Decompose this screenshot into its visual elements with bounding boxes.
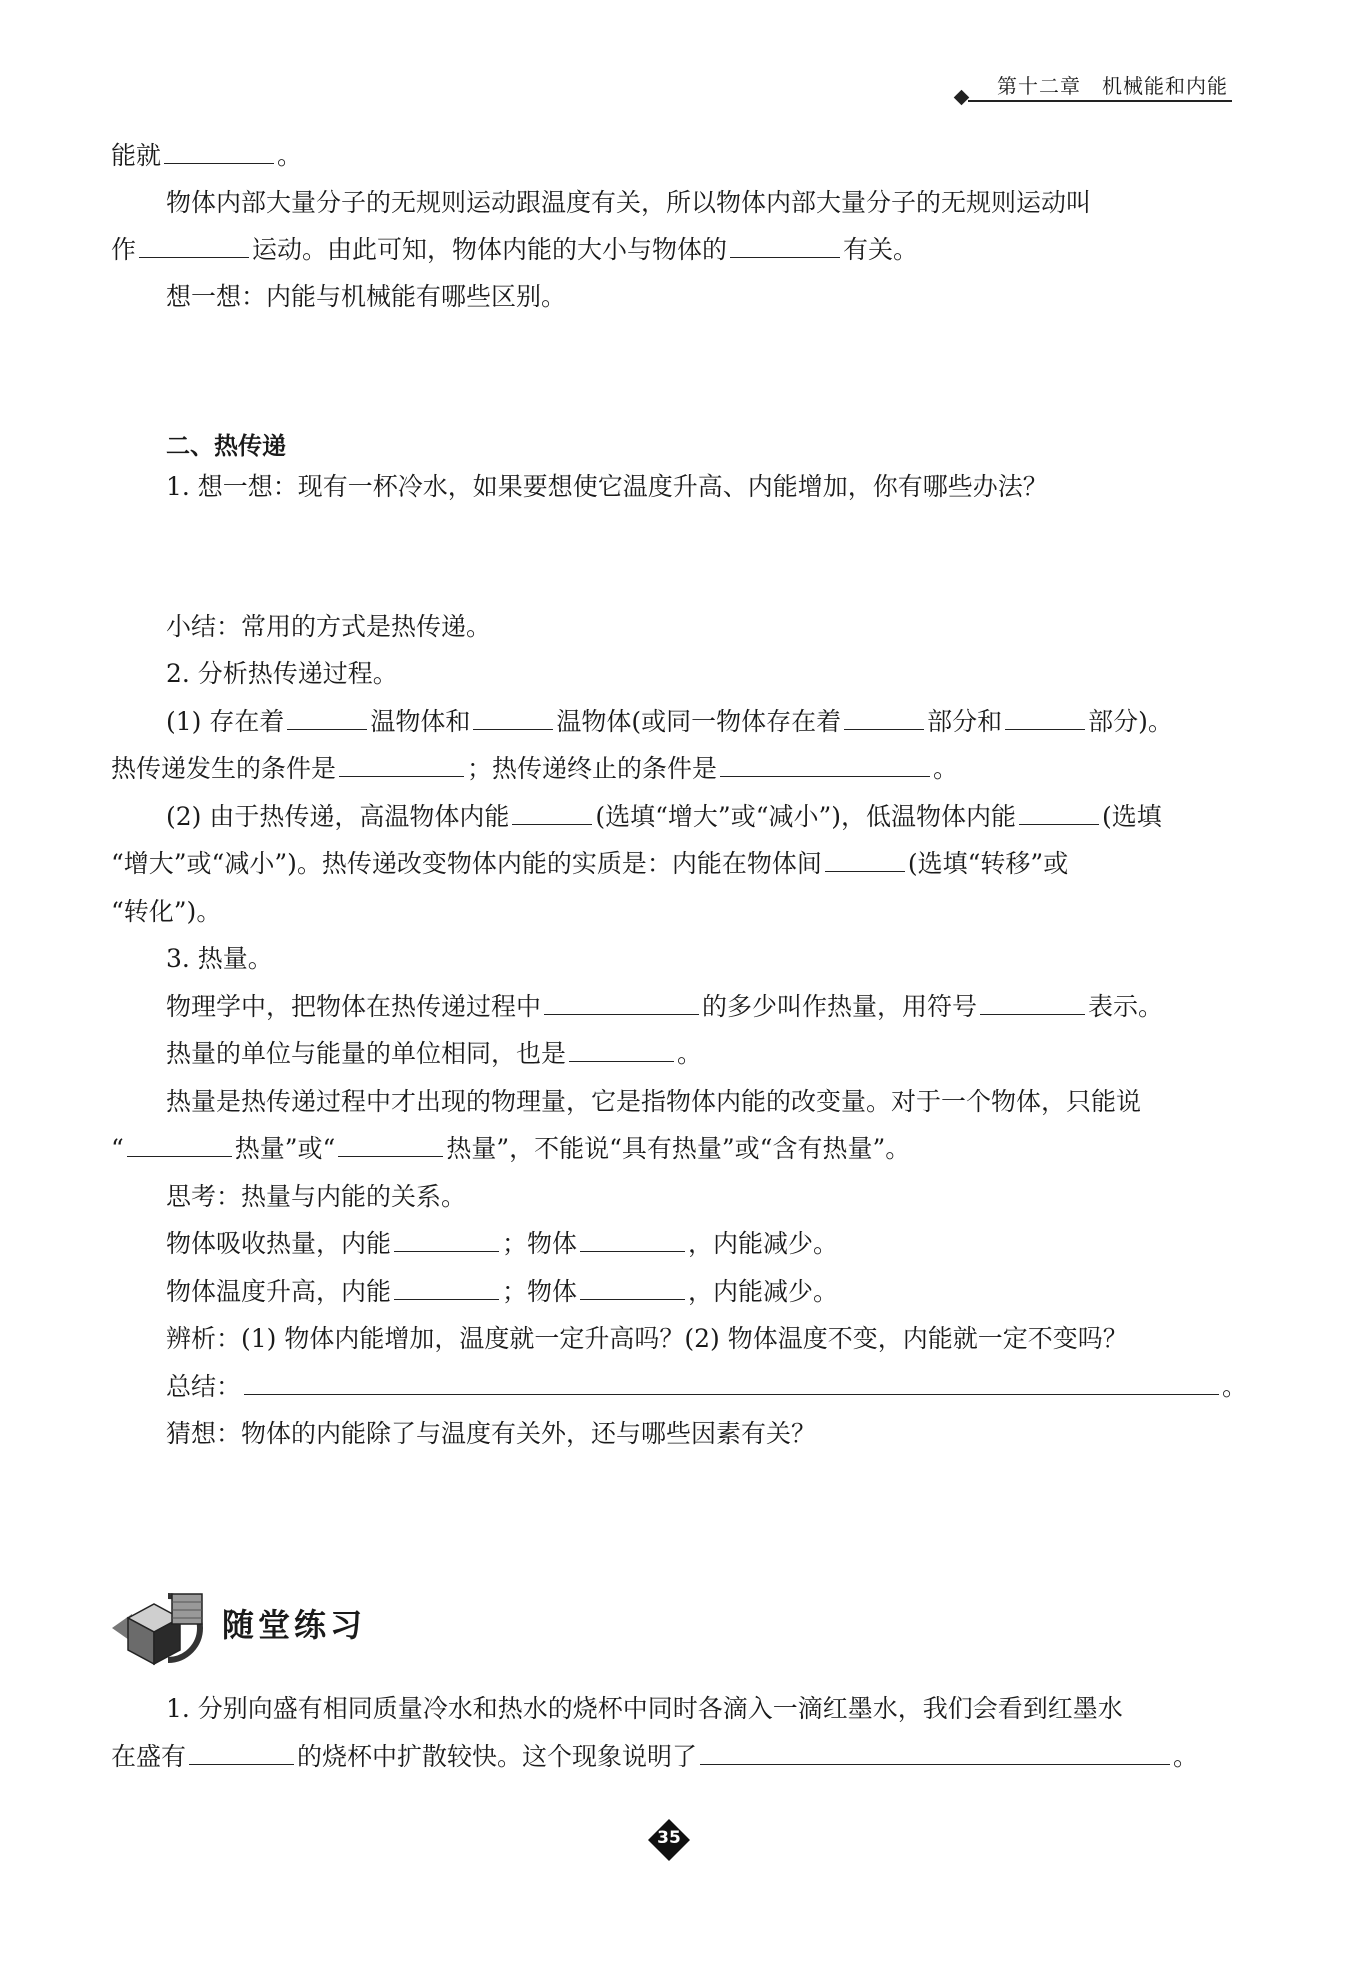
text-segment: (选填“增大”或“减小”)，低温物体内能 <box>595 802 1017 831</box>
text-line <box>166 1180 466 1214</box>
fill-in-blank[interactable] <box>164 139 274 164</box>
text-line <box>166 705 1173 739</box>
text-segment: 2. 分析热传递过程。 <box>166 659 398 688</box>
fill-in-blank[interactable] <box>1019 800 1099 825</box>
text-line <box>166 990 1163 1024</box>
text-segment: 部分和 <box>927 707 1003 736</box>
text-line <box>166 1322 1128 1356</box>
text-segment: 物体吸收热量，内能 <box>166 1229 392 1258</box>
text-segment: ，内能减少。 <box>688 1229 839 1258</box>
practice-section-title: 随堂练习 <box>222 1606 367 1644</box>
text-segment: 有关。 <box>843 235 919 264</box>
text-line <box>166 1370 1247 1404</box>
text-segment: 的烧杯中扩散较快。这个现象说明了 <box>297 1742 698 1771</box>
fill-in-blank[interactable] <box>189 1740 294 1765</box>
text-segment: 辨析：(1) 物体内能增加，温度就一定升高吗？(2) 物体温度不变，内能就一定不变吗？ <box>166 1324 1128 1353</box>
text-line <box>166 800 1162 834</box>
fill-in-blank[interactable] <box>244 1370 1219 1395</box>
fill-in-blank[interactable] <box>473 705 553 730</box>
page-number: 35 <box>657 1828 681 1848</box>
text-line <box>166 942 273 976</box>
text-segment: 。 <box>1173 1742 1199 1771</box>
fill-in-blank[interactable] <box>1005 705 1085 730</box>
text-segment: 能就 <box>111 141 162 170</box>
text-segment: 物理学中，把物体在热传递过程中 <box>166 992 542 1021</box>
text-segment: 的多少叫作热量，用符号 <box>702 992 978 1021</box>
text-segment: 。 <box>277 141 303 170</box>
fill-in-blank[interactable] <box>569 1037 674 1062</box>
cube-logo-icon <box>110 1580 210 1670</box>
text-segment: 3. 热量。 <box>166 944 273 973</box>
fill-in-blank[interactable] <box>580 1275 685 1300</box>
text-line <box>166 610 491 644</box>
header-diamond-icon <box>954 90 970 106</box>
text-line <box>111 1740 1198 1774</box>
text-segment: 热量的单位与能量的单位相同，也是 <box>166 1039 567 1068</box>
text-segment: 。 <box>1222 1372 1248 1401</box>
text-segment: 总结： <box>166 1372 242 1401</box>
fill-in-blank[interactable] <box>844 705 924 730</box>
text-segment: 热传递发生的条件是 <box>111 754 337 783</box>
text-segment: ；物体 <box>502 1229 578 1258</box>
text-segment: 猜想：物体的内能除了与温度有关外，还与哪些因素有关？ <box>166 1419 817 1448</box>
text-segment: 。 <box>677 1039 703 1068</box>
text-line <box>166 1037 702 1071</box>
text-segment: (选填 <box>1102 802 1162 831</box>
text-line <box>166 280 566 314</box>
text-segment: 思考：热量与内能的关系。 <box>166 1182 467 1211</box>
text-segment: 想一想：内能与机械能有哪些区别。 <box>166 282 567 311</box>
text-segment: 物体温度升高，内能 <box>166 1277 392 1306</box>
text-line <box>111 233 918 267</box>
fill-in-blank[interactable] <box>287 705 367 730</box>
fill-in-blank[interactable] <box>394 1227 499 1252</box>
text-line <box>166 1085 1141 1119</box>
text-segment: 运动。由此可知，物体内能的大小与物体的 <box>252 235 728 264</box>
fill-in-blank[interactable] <box>394 1275 499 1300</box>
text-segment: 1. 分别向盛有相同质量冷水和热水的烧杯中同时各滴入一滴红墨水，我们会看到红墨水 <box>166 1694 1123 1723</box>
running-header <box>968 66 1232 102</box>
fill-in-blank[interactable] <box>730 233 840 258</box>
fill-in-blank[interactable] <box>700 1740 1170 1765</box>
text-segment: 1. 想一想：现有一杯冷水，如果要想使它温度升高、内能增加，你有哪些办法？ <box>166 472 1048 501</box>
text-segment: 二、热传递 <box>166 432 286 460</box>
text-segment: 热量”，不能说“具有热量”或“含有热量”。 <box>446 1134 911 1163</box>
text-segment: ；热传递终止的条件是 <box>467 754 718 783</box>
fill-in-blank[interactable] <box>139 233 249 258</box>
text-line <box>111 895 221 929</box>
text-segment: (1) 存在着 <box>166 707 285 736</box>
text-segment: 在盛有 <box>111 1742 187 1771</box>
text-segment: 小结：常用的方式是热传递。 <box>166 612 492 641</box>
fill-in-blank[interactable] <box>720 752 930 777</box>
text-segment: ；物体 <box>502 1277 578 1306</box>
text-line <box>111 1132 910 1166</box>
text-line <box>111 139 302 173</box>
text-segment: ，内能减少。 <box>688 1277 839 1306</box>
fill-in-blank[interactable] <box>338 1132 443 1157</box>
fill-in-blank[interactable] <box>825 847 905 872</box>
section-title <box>166 426 286 461</box>
text-line <box>166 1275 838 1309</box>
text-segment: 温物体(或同一物体存在着 <box>556 707 842 736</box>
text-line <box>111 752 958 786</box>
text-segment: 热量是热传递过程中才出现的物理量，它是指物体内能的改变量。对于一个物体，只能说 <box>166 1087 1142 1116</box>
text-line <box>166 470 1048 504</box>
fill-in-blank[interactable] <box>512 800 592 825</box>
fill-in-blank[interactable] <box>339 752 464 777</box>
text-segment: “转化”)。 <box>111 897 222 926</box>
text-segment: 物体内部大量分子的无规则运动跟温度有关，所以物体内部大量分子的无规则运动叫 <box>166 188 1092 217</box>
text-segment: (2) 由于热传递，高温物体内能 <box>166 802 510 831</box>
text-segment: 温物体和 <box>370 707 471 736</box>
text-line <box>111 847 1068 881</box>
text-segment: 。 <box>933 754 959 783</box>
fill-in-blank[interactable] <box>580 1227 685 1252</box>
text-line <box>166 1692 1123 1726</box>
text-segment: 热量”或“ <box>234 1134 336 1163</box>
text-segment: “增大”或“减小”)。热传递改变物体内能的实质是：内能在物体间 <box>111 849 822 878</box>
text-segment: 表示。 <box>1088 992 1164 1021</box>
text-segment: 作 <box>111 235 137 264</box>
text-segment: (选填“转移”或 <box>907 849 1069 878</box>
fill-in-blank[interactable] <box>544 990 699 1015</box>
chapter-title: 第十二章 机械能和内能 <box>997 74 1228 98</box>
text-segment: 部分)。 <box>1088 707 1173 736</box>
text-line <box>166 186 1091 220</box>
fill-in-blank[interactable] <box>980 990 1085 1015</box>
text-line <box>166 1417 816 1451</box>
text-line <box>166 1227 838 1261</box>
text-line <box>166 657 398 691</box>
text-segment: “ <box>111 1134 124 1163</box>
fill-in-blank[interactable] <box>127 1132 232 1157</box>
